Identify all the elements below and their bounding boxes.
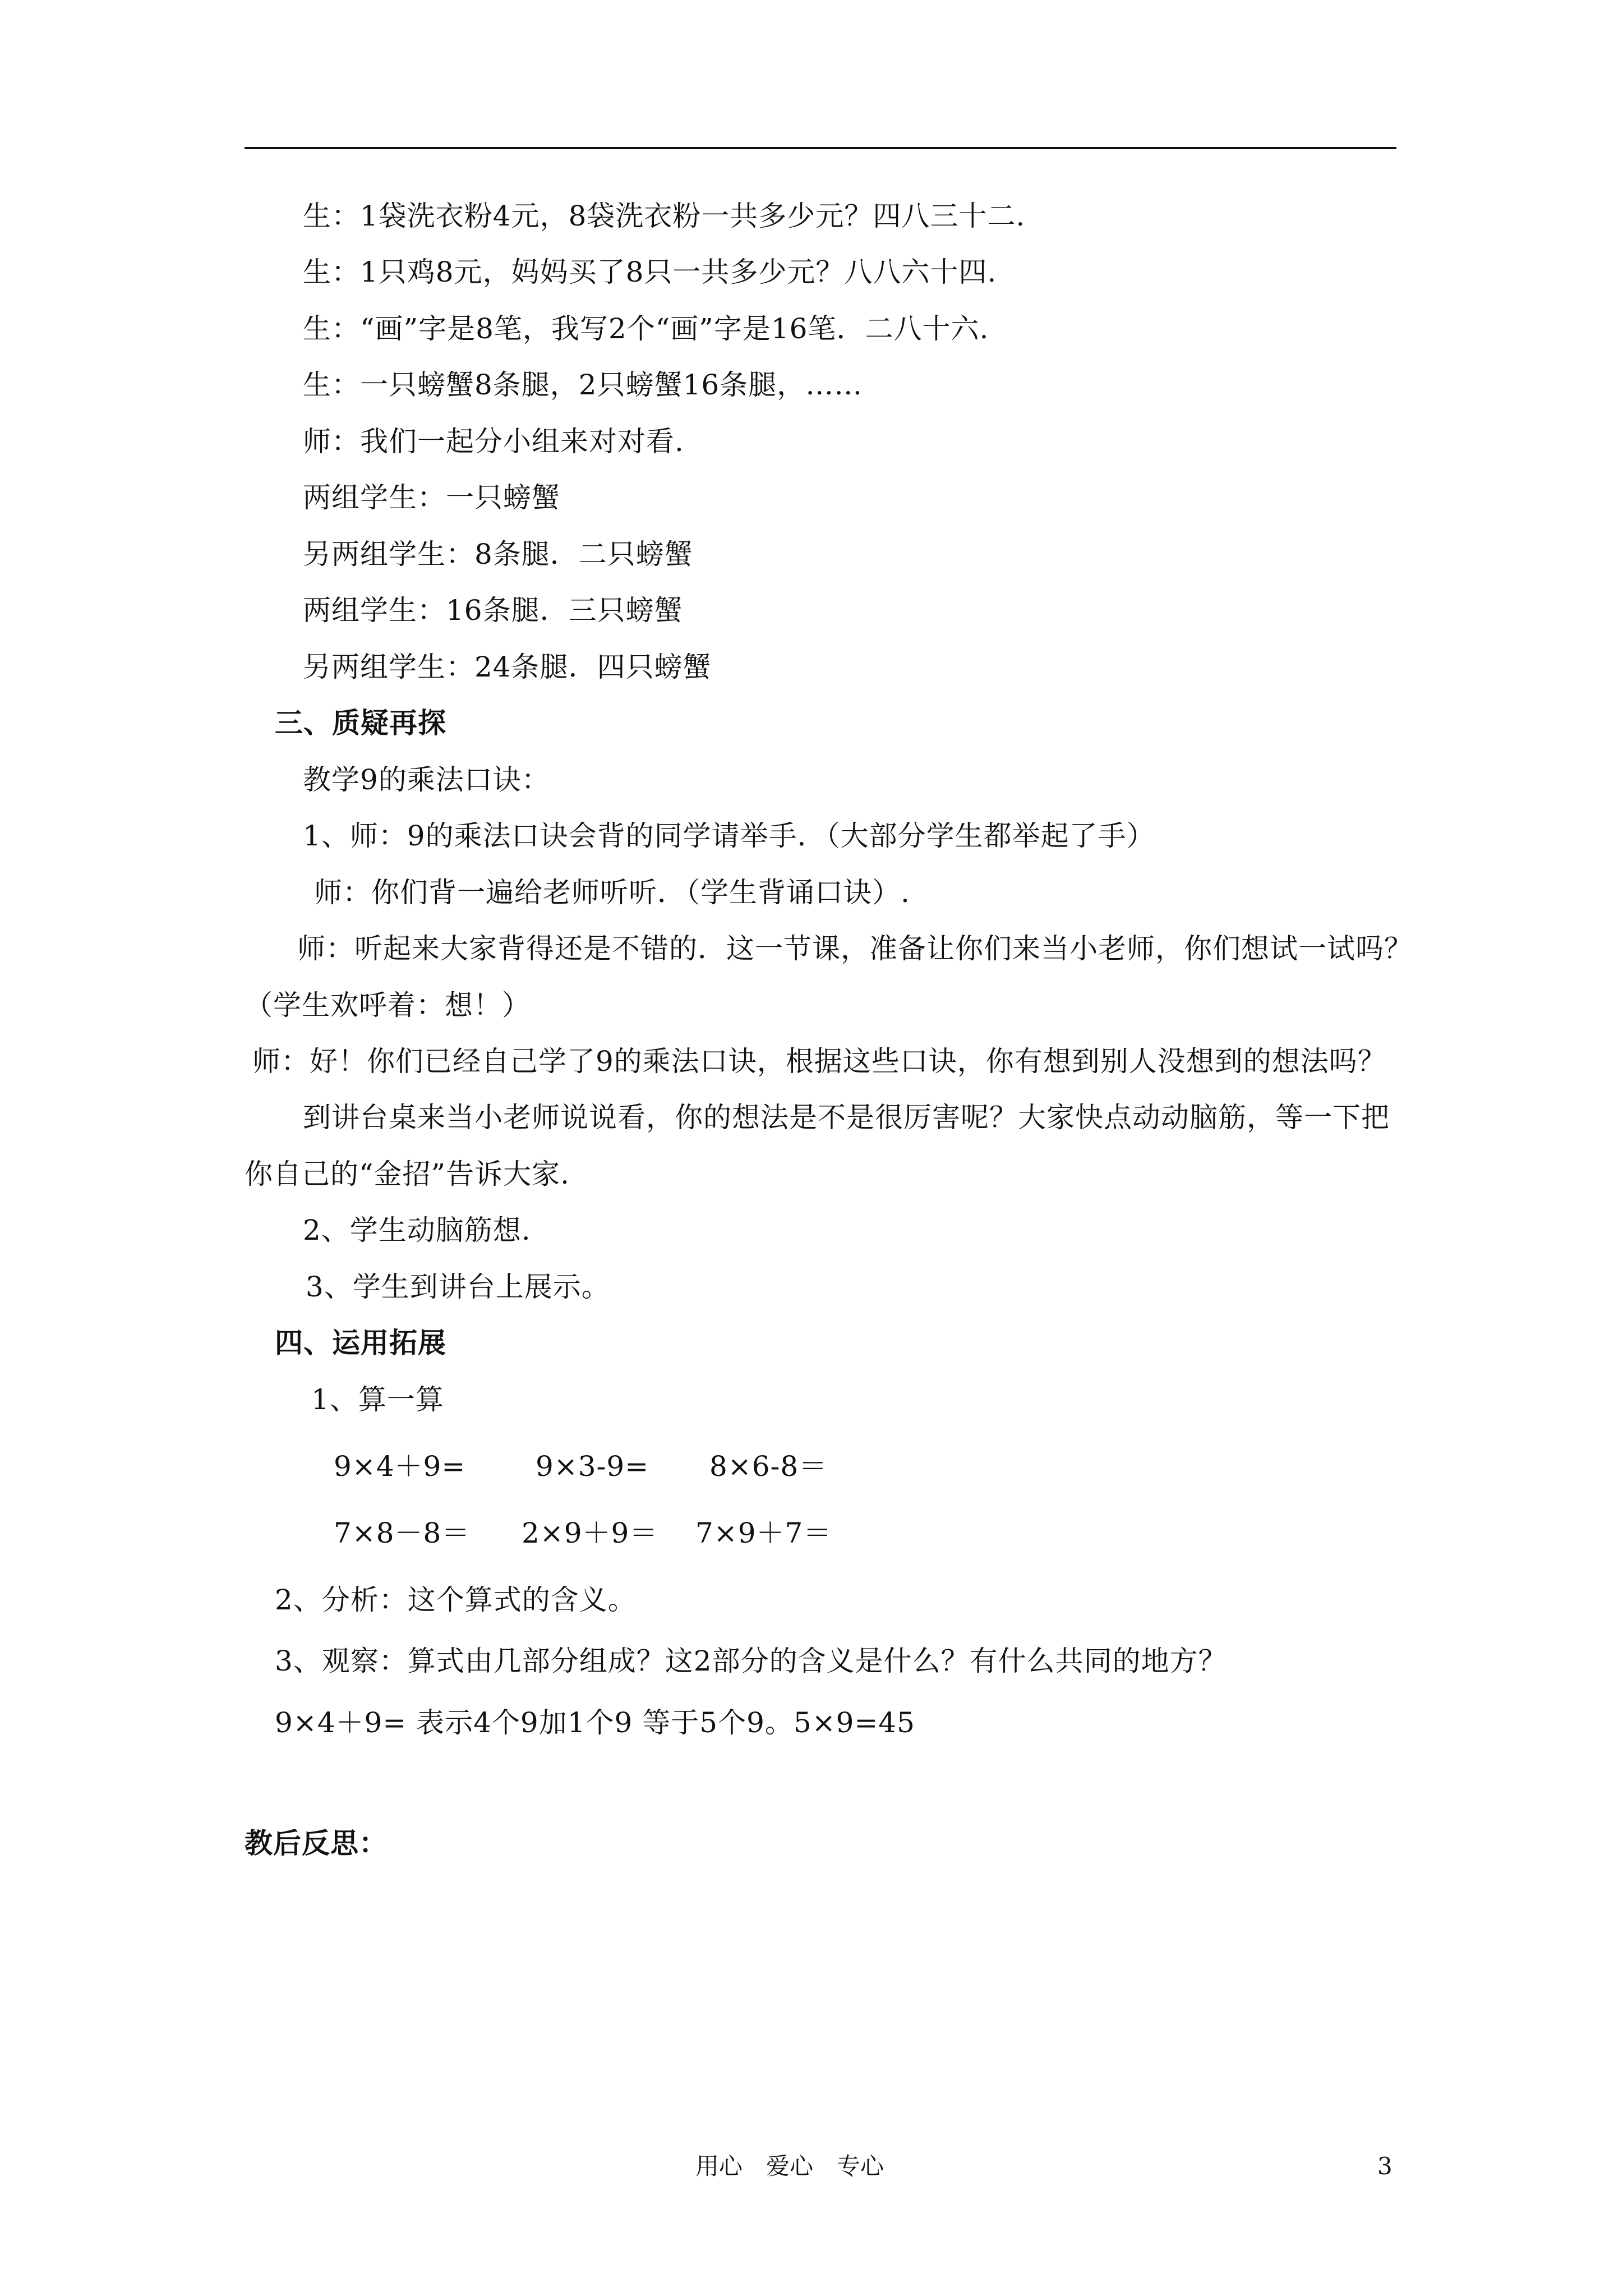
paragraph-line: 师：你们背一遍给老师听听．（学生背诵口诀）.	[314, 876, 910, 909]
dialogue-line: 生：一只螃蟹8条腿，2只螃蟹16条腿，……	[303, 369, 863, 401]
paragraph-line: （学生欢呼着：想！）	[245, 989, 531, 1022]
dialogue-line: 两组学生：一只螃蟹	[303, 481, 560, 514]
paragraph-line: 3、观察：算式由几部分组成？这2部分的含义是什么？有什么共同的地方？	[275, 1645, 1227, 1677]
dialogue-line: 另两组学生：8条腿．二只螃蟹	[303, 538, 693, 570]
paragraph-line: 你自己的“金招”告诉大家.	[245, 1158, 570, 1190]
dialogue-line: 两组学生：16条腿．三只螃蟹	[303, 594, 683, 627]
footer-motto: 用心 爱心 专心	[695, 2152, 884, 2180]
paragraph-line: 到讲台桌来当小老师说说看，你的想法是不是很厉害呢？大家快点动动脑筋，等一下把	[303, 1101, 1390, 1134]
page-number: 3	[1377, 2152, 1393, 2180]
paragraph-line: 师：听起来大家背得还是不错的．这一节课，准备让你们来当小老师，你们想试一试吗？	[297, 932, 1413, 965]
header-rule	[245, 147, 1396, 149]
paragraph-line: 2、分析：这个算式的含义。	[275, 1584, 637, 1616]
dialogue-line: 另两组学生：24条腿．四只螃蟹	[303, 651, 712, 683]
exercise-expression: 7×9＋7＝	[695, 1517, 832, 1549]
paragraph-line: 教学9的乘法口诀：	[303, 763, 550, 796]
paragraph-line: 9×4＋9= 表示4个9加1个9 等于5个9。5×9=45	[275, 1706, 915, 1739]
dialogue-line: 师：我们一起分小组来对对看.	[303, 425, 684, 458]
exercise-expression: 9×3-9=	[536, 1450, 649, 1483]
paragraph-line: 3、学生到讲台上展示。	[306, 1271, 610, 1303]
exercise-label: 1、算一算	[311, 1383, 444, 1416]
exercise-expression: 7×8－8＝	[334, 1517, 471, 1549]
exercise-expression: 2×9＋9＝	[522, 1517, 658, 1549]
dialogue-line: 生：“画”字是8笔，我写2个“画”字是16笔．二八十六.	[303, 312, 989, 345]
dialogue-line: 生：1袋洗衣粉4元，8袋洗衣粉一共多少元？四八三十二.	[303, 200, 1026, 232]
section-heading: 三、质疑再探	[275, 706, 446, 739]
exercise-expression: 8×6-8＝	[709, 1450, 828, 1483]
paragraph-line: 2、学生动脑筋想.	[303, 1214, 531, 1246]
dialogue-line: 生：1只鸡8元，妈妈买了8只一共多少元？八八六十四.	[303, 256, 997, 288]
exercise-expression: 9×4＋9=	[334, 1450, 466, 1483]
paragraph-line: 1、师：9的乘法口诀会背的同学请举手．（大部分学生都举起了手）	[303, 820, 1155, 852]
paragraph-line: 师：好！你们已经自己学了9的乘法口诀，根据这些口诀，你有想到别人没想到的想法吗？	[252, 1045, 1386, 1078]
section-heading: 四、运用拓展	[275, 1326, 446, 1359]
reflection-heading: 教后反思：	[245, 1826, 388, 1860]
